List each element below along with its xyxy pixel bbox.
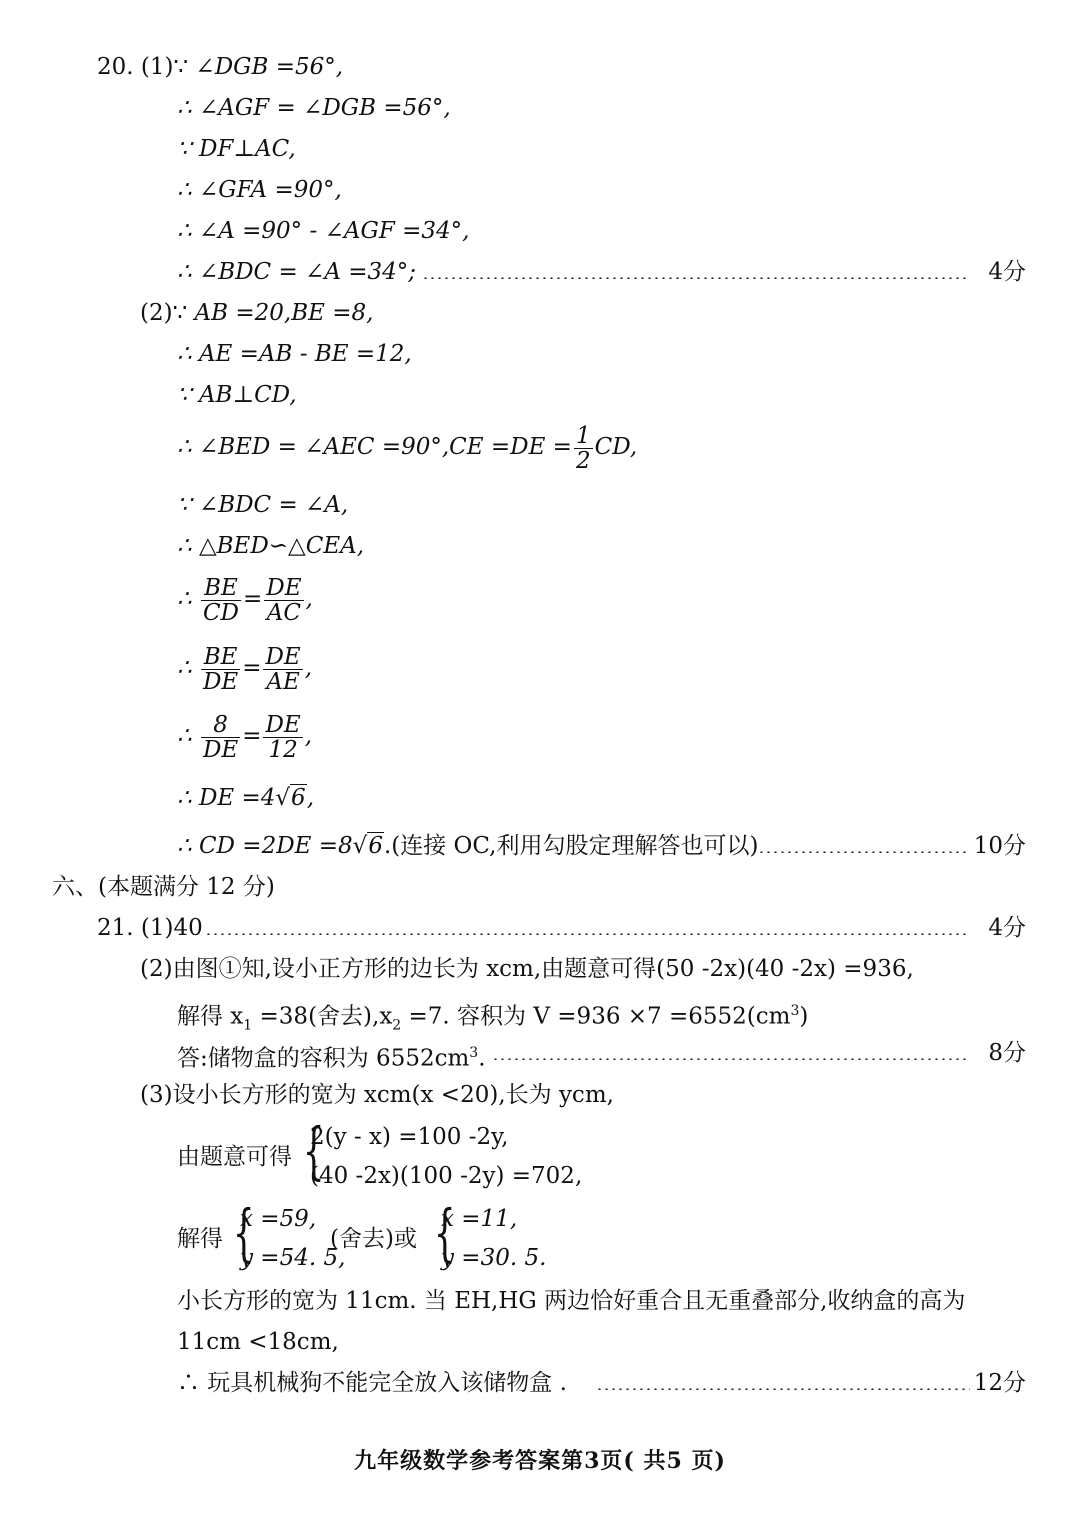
q20-line5: ∴ ∠A =90° - ∠AGF =34°, bbox=[177, 218, 470, 244]
q20-line4: ∴ ∠GFA =90°, bbox=[177, 177, 342, 203]
q20-ratio-2: ∴ $\frac{BE}{DE}$ = $\frac{DE}{AE}$ , bbox=[177, 643, 313, 695]
fraction: $\frac{1}{2}$ bbox=[575, 422, 591, 474]
q20-line9: ∵ AB⊥CD, bbox=[177, 382, 297, 408]
score-label: 12分 bbox=[973, 1370, 1026, 1396]
q20-ratio-1: ∴ $\frac{BE}{CD}$ = $\frac{DE}{AC}$ , bbox=[177, 574, 313, 626]
section-heading: 六、(本题满分 12 分) bbox=[52, 874, 275, 900]
brace-icon: { bbox=[232, 1196, 255, 1269]
equation-row: x =11, bbox=[441, 1206, 518, 1232]
q20-line11: ∵ ∠BDC = ∠A, bbox=[177, 492, 349, 518]
discard-label: (舍去)或 bbox=[330, 1226, 417, 1252]
score-label: 4分 bbox=[988, 259, 1026, 285]
q20-ratio-3: ∴ $\frac{8}{DE}$ = $\frac{DE}{12}$ , bbox=[177, 711, 313, 763]
q21-line10: ∴ 玩具机械狗不能完全放入该储物盒 . bbox=[177, 1370, 567, 1396]
q21-line3: 解得 $x_1 =38$(舍去)$,x_2 =7$. 容积为 $V =936 \times 7 =6552(cm^3)$ bbox=[177, 1003, 809, 1034]
q20-line17: ∴ CD =2DE =8√6.(连接 OC,利用勾股定理解答也可以) bbox=[177, 833, 759, 859]
q20-part1-line1: 20. (1)∵ ∠DGB =56°, bbox=[97, 54, 344, 80]
q20-line6: ∴ ∠BDC = ∠A =34°; bbox=[177, 259, 417, 285]
equation-row: 2(y - x) =100 -2y, bbox=[310, 1124, 509, 1150]
q20-line8: ∴ AE =AB - BE =12, bbox=[177, 341, 412, 367]
score-label: 8分 bbox=[988, 1040, 1026, 1066]
q21-line8: 小长方形的宽为 11cm. 当 EH,HG 两边恰好重合且无重叠部分,收纳盒的高为 bbox=[177, 1288, 966, 1314]
q21-line4: 答:储物盒的容积为 $6552cm^3$. bbox=[177, 1045, 486, 1072]
q20-line16: ∴ DE =4√6, bbox=[177, 785, 314, 811]
dot-leader bbox=[205, 933, 970, 935]
q20-line3: ∵ DF⊥AC, bbox=[177, 136, 296, 162]
dot-leader bbox=[758, 851, 970, 853]
equation-row: (40 -2x)(100 -2y) =702, bbox=[310, 1163, 583, 1189]
score-label: 4分 bbox=[988, 915, 1026, 941]
equation-row: x =59, bbox=[240, 1206, 317, 1232]
brace-icon: { bbox=[433, 1196, 456, 1269]
q21-line1: 21. (1)40 bbox=[97, 915, 203, 941]
q21-line5: (3)设小长方形的宽为 xcm(x <20),长为 ycm, bbox=[140, 1082, 614, 1108]
q21-line9: 11cm <18cm, bbox=[177, 1329, 339, 1355]
score-label: 10分 bbox=[973, 833, 1026, 859]
equation-row: y =54. 5, bbox=[240, 1245, 346, 1271]
q20-line10: ∴ ∠BED = ∠AEC =90°,CE =DE = $\frac{1}{2}$ CD, bbox=[177, 422, 638, 474]
q20-part2-line1: (2)∵ AB =20,BE =8, bbox=[140, 300, 374, 326]
dot-leader bbox=[596, 1388, 970, 1390]
equation-row: y =30. 5. bbox=[441, 1245, 547, 1271]
q20-line12: ∴ △BED∽△CEA, bbox=[177, 533, 365, 559]
system-label: 解得 bbox=[177, 1226, 223, 1252]
q20-line2: ∴ ∠AGF = ∠DGB =56°, bbox=[177, 95, 451, 121]
dot-leader bbox=[422, 277, 970, 279]
page-footer: 九年级数学参考答案第3页( 共5 页) bbox=[354, 1448, 726, 1474]
q21-line2: (2)由图①知,设小正方形的边长为 xcm,由题意可得(50 -2x)(40 -2x) =936, bbox=[140, 956, 914, 982]
brace-icon: { bbox=[302, 1114, 325, 1187]
system-label: 由题意可得 bbox=[177, 1144, 292, 1170]
dot-leader bbox=[492, 1058, 970, 1060]
